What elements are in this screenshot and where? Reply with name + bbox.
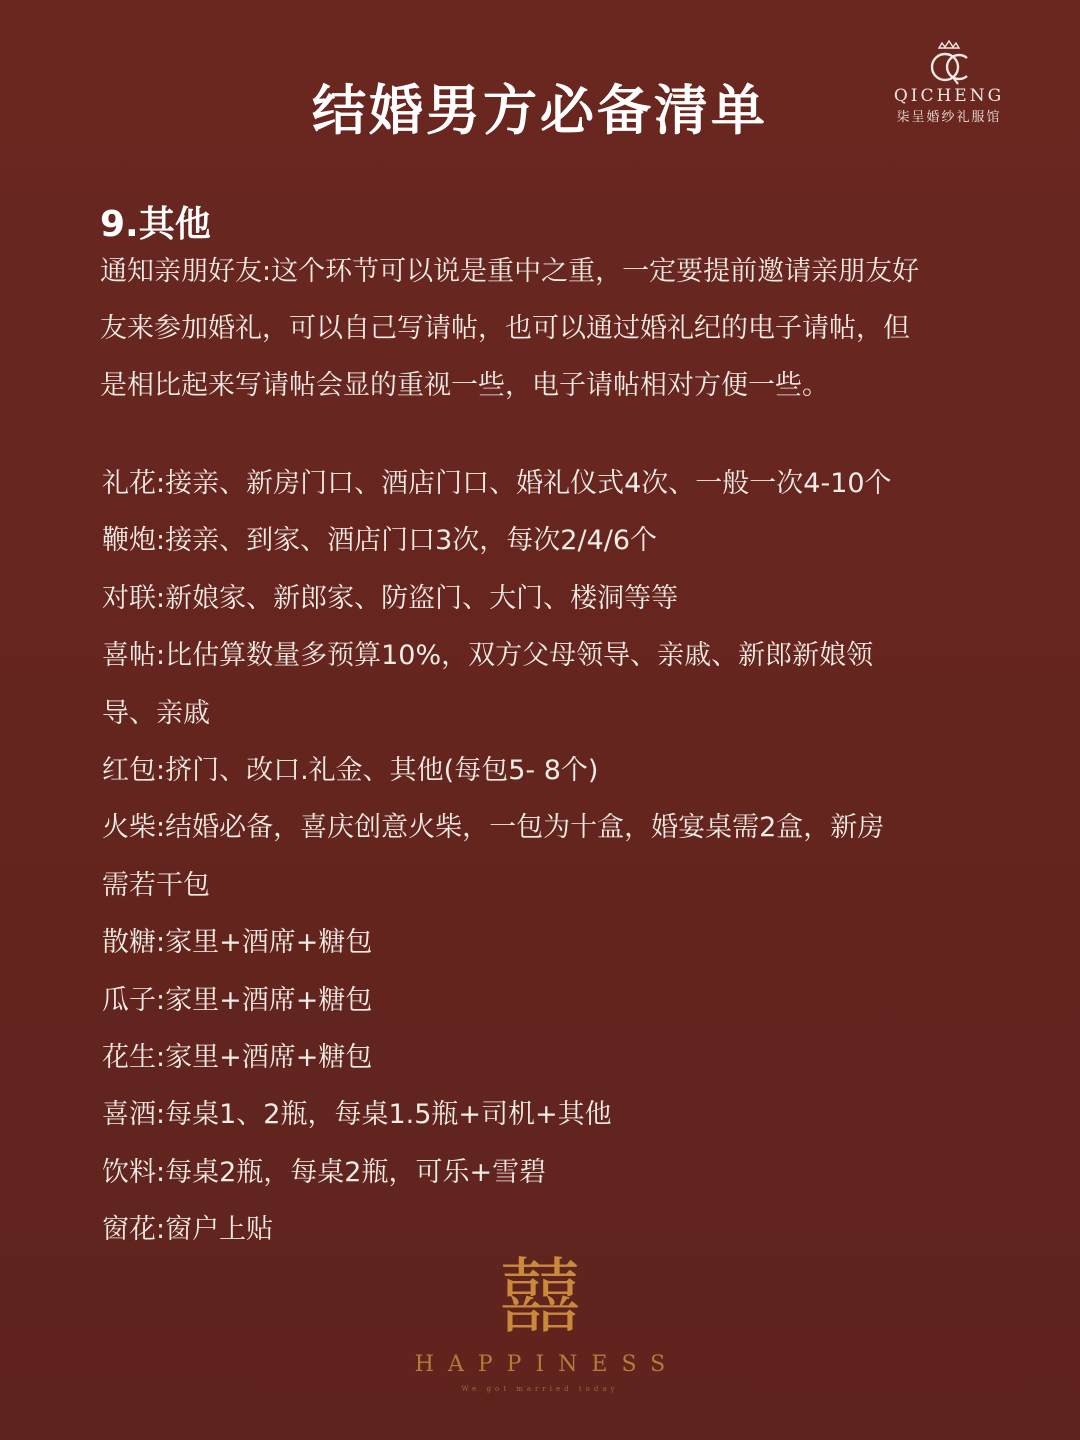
list-item: 礼花:接亲、新房门口、酒店门口、婚礼仪式4次、一般一次4-10个 [102,468,892,499]
list-item: 导、亲戚 [102,697,210,729]
section-heading: 9.其他 [100,204,211,245]
list-item: 喜酒:每桌1、2瓶，每桌1.5瓶+司机+其他 [102,1099,612,1131]
brand-name-en: QICHENG [893,86,1005,106]
crown-qc-monogram-icon [921,40,977,86]
footer-tagline: We got married today [461,1385,619,1393]
brand-name-cn: 柒呈婚纱礼服馆 [896,110,1002,125]
intro-paragraph [100,243,1000,414]
list-item: 需若干包 [102,869,210,901]
happiness-logo [0,1250,1080,1393]
brand-logo [884,40,1014,125]
happiness-word: HAPPINESS [414,1352,680,1377]
intro-line: 是相比起来写请帖会显的重视一些，电子请帖相对方便一些。 [100,370,829,401]
intro-line: 友来参加婚礼，可以自己写请帖，也可以通过婚礼纪的电子请帖，但 [100,313,910,344]
list-item: 瓜子:家里+酒席+糖包 [102,984,373,1016]
list-item: 饮料:每桌2瓶，每桌2瓶，可乐+雪碧 [102,1156,547,1188]
list-item: 火柴:结婚必备，喜庆创意火柴，一包为十盒，婚宴桌需2盒，新房 [102,812,885,844]
checklist [102,455,1012,1259]
list-item: 红包:挤门、改口.礼金、其他(每包5- 8个) [102,755,599,787]
intro-line: 通知亲朋好友:这个环节可以说是重中之重，一定要提前邀请亲朋友好 [100,256,920,287]
list-item: 散糖:家里+酒席+糖包 [102,927,373,959]
list-item: 对联:新娘家、新郎家、防盗门、大门、楼洞等等 [102,582,679,614]
page-title: 结婚男方必备清单 [312,79,768,142]
double-happiness-symbol: 囍 [498,1250,581,1345]
list-item: 窗花:窗户上贴 [102,1214,274,1246]
list-item: 喜帖:比估算数量多预算10%，双方父母领导、亲戚、新郎新娘领 [102,640,874,672]
list-item: 花生:家里+酒席+糖包 [102,1042,373,1074]
list-item: 鞭炮:接亲、到家、酒店门口3次，每次2/4/6个 [102,525,658,557]
